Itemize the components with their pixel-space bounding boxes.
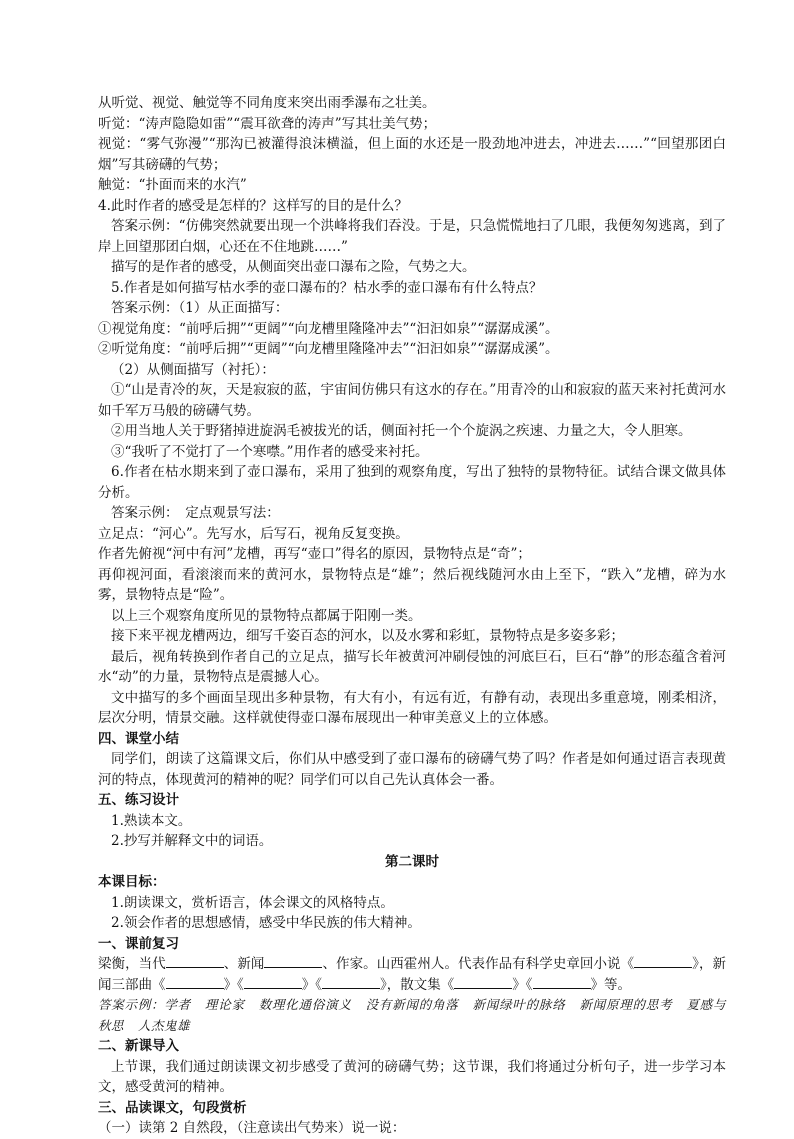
practice-item-1: 1.熟读本文。	[111, 812, 192, 829]
answer-6-line5: 接下来平视龙槽两边，细写千姿百态的河水，以及水雾和彩虹，景物特点是多姿多彩；	[111, 628, 624, 644]
heading-summary: 四、课堂小结	[98, 730, 179, 747]
blank-7	[454, 975, 512, 989]
answer-word: 学者	[164, 997, 191, 1012]
goals-heading: 本课目标：	[98, 874, 166, 890]
answer-6-line3: 再仰视河面，看滚滚而来的黄河水，景物特点是“雄”；然后视线随河水由上至下，“跌入”龙槽，碎为水雾，景物特点是“险”。	[98, 566, 726, 603]
review-fill-in: 梁衡，当代 、新闻 、作家。山西霍州人。代表作品有科学史章回小说《 》，新闻三部曲《 》《 》《 》，散文集《 》《 》等。	[98, 956, 727, 993]
answer-5-line5: ①“山是青冷的灰，天是寂寂的蓝，宇宙间仿佛只有这水的存在。”用青冷的山和寂寂的蓝天来衬托黄河水如千军万马般的磅礴气势。	[98, 382, 726, 419]
blank-1	[166, 954, 224, 968]
summary-text: 同学们，朗读了这篇课文后，你们从中感受到了壶口瀑布的磅礴气势了吗？作者是如何通过语言表现黄河的特点，体现黄河的精神的呢？同学们可以自己先认真体会一番。	[98, 751, 726, 788]
blank-3	[634, 954, 692, 968]
handwritten-answers: 答案示例：学者 理论家 数理化通俗演义 没有新闻的角落 新闻绿叶的脉络 新闻原理的思考 夏感与秋思 人杰鬼雄	[98, 997, 726, 1033]
paragraph-hearing: 听觉：“涛声隐隐如雷”“震耳欲聋的涛声”写其壮美气势；	[98, 115, 437, 132]
answer-6-line1: 立足点：“河心”。先写水，后写石，视角反复变换。	[98, 525, 409, 542]
goal-2: 2.领会作者的思想感情，感受中华民族的伟大精神。	[111, 915, 421, 931]
answer-word: 人杰鬼雄	[138, 1017, 191, 1033]
answer-word: 夏感与秋思	[98, 997, 726, 1033]
answer-4-note: 描写的是作者的感受，从侧面突出壶口瀑布之险，气势之大。	[111, 259, 476, 275]
paragraph-touch: 触觉：“扑面而来的水汽”	[98, 177, 247, 193]
answer-word: 新闻原理的思考	[579, 997, 673, 1012]
paragraph-intro: 从听觉、视觉、触觉等不同角度来突出雨季瀑布之壮美。	[98, 95, 436, 111]
answer-word: 新闻绿叶的脉络	[472, 997, 566, 1012]
reading-text: （一）读第 2 自然段，（注意读出气势来）说一说：	[98, 1120, 406, 1136]
lesson-2-title: 第二课时	[385, 853, 439, 870]
heading-intro: 二、新课导入	[98, 1038, 179, 1054]
question-5: 5.作者是如何描写枯水季的壶口瀑布的？枯水季的壶口瀑布有什么特点？	[111, 279, 543, 296]
goal-1: 1.朗读课文，赏析语言，体会课文的风格特点。	[111, 894, 394, 911]
blank-6	[322, 975, 380, 989]
answer-6-line7: 文中描写的多个画面呈现出多种景物，有大有小，有远有近，有静有动，表现出多重意境，刚柔相济，层次分明，情景交融。这样就使得壶口瀑布展现出一种审美意义上的立体感。	[98, 689, 726, 726]
answer-5-line7: ③“我听了不觉打了一个寒噤。”用作者的感受来衬托。	[111, 443, 429, 460]
answer-4: 答案示例：“仿佛突然就要出现一个洪峰将我们吞没。于是，只急慌慌地扫了几眼，我便匆匆逃离，到了岸上回望那团白烟，心还在不住地跳……”	[98, 218, 726, 255]
heading-review: 一、课前复习	[98, 935, 179, 952]
heading-reading: 三、品读课文，句段赏析	[98, 1099, 247, 1116]
answer-6-line6: 最后，视角转换到作者自己的立足点，描写长年被黄河冲刷侵蚀的河底巨石，巨石“静”的形态蕴含着河水“动”的力量，景物特点是震撼人心。	[98, 648, 726, 685]
answer-5-line6: ②用当地人关于野猪掉进旋涡毛被拔光的话，侧面衬托一个个旋涡之疾速、力量之大，令人胆寒。	[111, 423, 692, 439]
intro-text: 上节课，我们通过朗读课文初步感受了黄河的磅礴气势；这节课，我们将通过分析句子，进一步学习本文，感受黄河的精神。	[98, 1058, 726, 1095]
answer-6-line2: 作者先俯视“河中有河”龙槽，再写“壶口”得名的原因，景物特点是“奇”；	[98, 546, 531, 562]
question-6: 6.作者在枯水期来到了壶口瀑布，采用了独到的观察角度，写出了独特的景物特征。试结合课文做具体分析。	[98, 464, 726, 501]
answer-6-line4: 以上三个观察角度所见的景物特点都属于阳刚一类。	[111, 607, 422, 624]
blank-2	[264, 954, 322, 968]
answer-5-line3: ②听觉角度：“前呼后拥”“更阔”“向龙槽里隆隆冲去”“汩汩如泉”“潺潺成溪”。	[98, 341, 559, 357]
answer-word: 理论家	[204, 997, 245, 1012]
blank-8	[533, 975, 591, 989]
question-4: 4.此时作者的感受是怎样的？这样写的目的是什么？	[98, 197, 408, 214]
answer-word: 数理化通俗演义	[258, 997, 352, 1012]
blank-5	[244, 975, 302, 989]
paragraph-sight: 视觉：“雾气弥漫”“那沟已被灌得浪沫横溢，但上面的水还是一股劲地冲进去，冲进去……”“回望那团白烟”写其磅礴的气势；	[98, 136, 726, 173]
answer-6: 答案示例： 定点观景写法：	[111, 505, 280, 521]
practice-item-2: 2.抄写并解释文中的词语。	[111, 833, 273, 849]
answer-word: 没有新闻的角落	[365, 997, 459, 1012]
heading-practice: 五、练习设计	[98, 792, 179, 808]
answer-5-line4: （2）从侧面描写（衬托）：	[111, 361, 275, 378]
document-page	[98, 93, 726, 1139]
answer-5-line2: ①视觉角度：“前呼后拥”“更阔”“向龙槽里隆隆冲去”“汩汩如泉”“潺潺成溪”。	[98, 320, 559, 337]
blank-4	[166, 975, 224, 989]
answer-5-line1: 答案示例：（1）从正面描写：	[111, 300, 289, 316]
